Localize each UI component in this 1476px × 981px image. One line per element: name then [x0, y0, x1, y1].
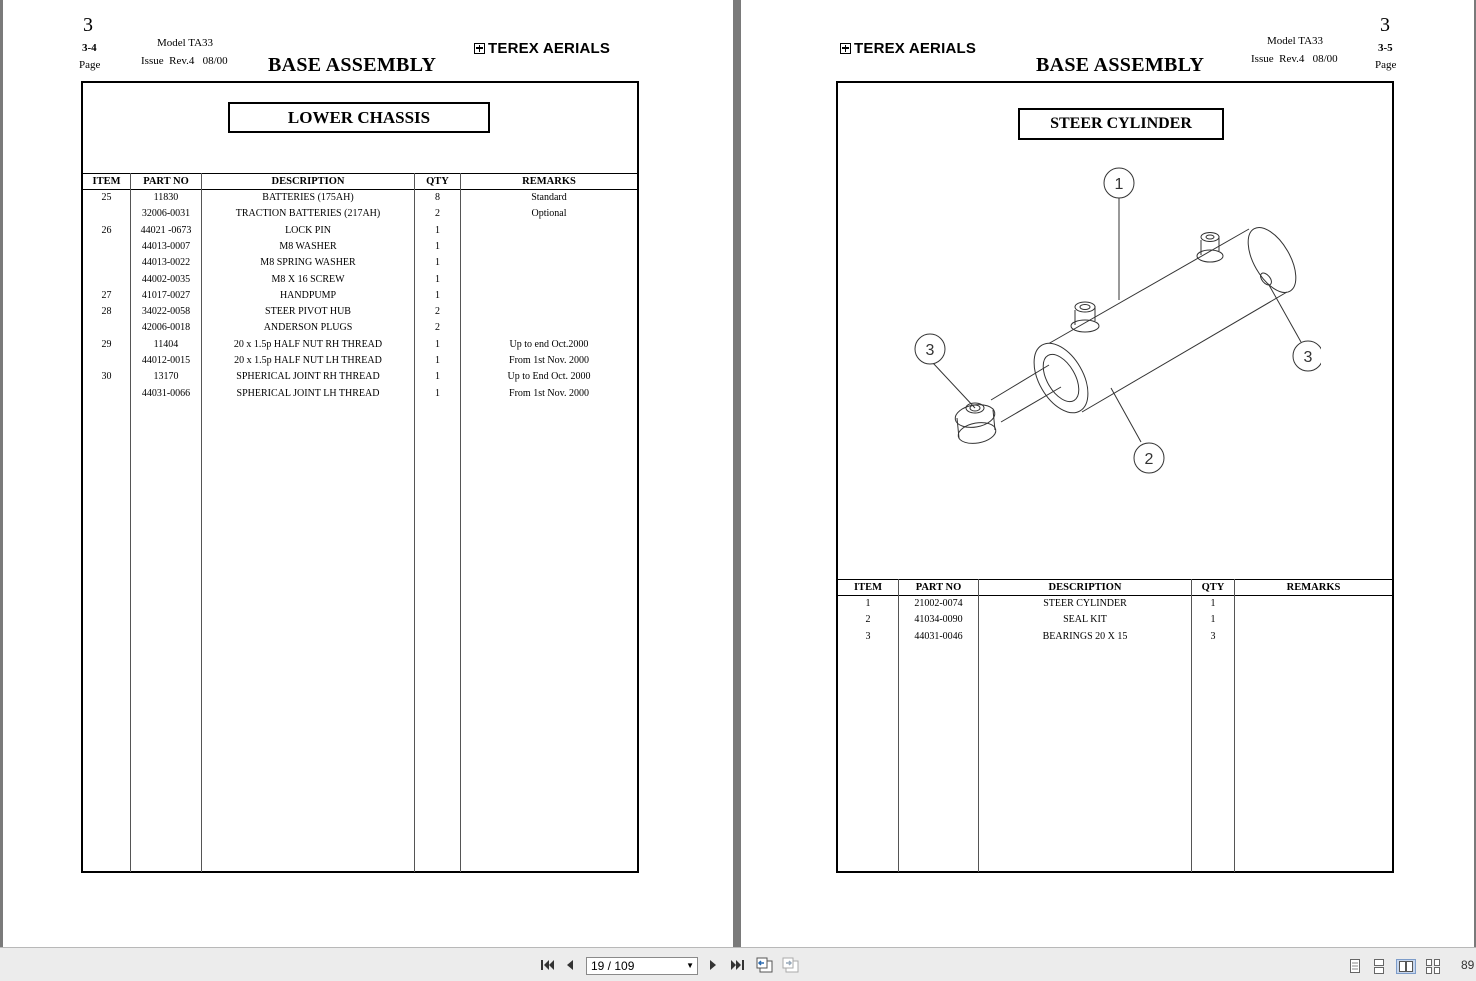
cell-qty: 2: [435, 322, 440, 334]
terex-logo-icon: [840, 43, 851, 54]
facing-view-icon[interactable]: [1396, 959, 1416, 974]
pdf-page-left: [3, 0, 733, 947]
brand-logo: [474, 40, 610, 57]
cell-part-no: 44013-0007: [141, 240, 191, 252]
brand-text: TEREX AERIALS: [488, 40, 611, 57]
cell-qty: 1: [435, 387, 440, 399]
cell-qty: 3: [1210, 630, 1216, 642]
issue-label: Issue Rev.4 08/00: [141, 55, 228, 67]
page-number: 3-4: [82, 42, 97, 54]
cell-remarks: Up to End Oct. 2000: [507, 371, 591, 383]
cell-qty: 1: [435, 224, 440, 236]
cell-description: M8 X 16 SCREW: [271, 273, 345, 285]
callout-label-2: 2: [1144, 451, 1154, 468]
cell-description: 20 x 1.5p HALF NUT LH THREAD: [234, 355, 382, 366]
cell-part-no: 11404: [153, 338, 179, 350]
page-number-select[interactable]: [586, 957, 698, 975]
cell-description: BEARINGS 20 X 15: [1042, 630, 1128, 642]
cell-part-no: 44021 -0673: [140, 224, 192, 236]
cell-part-no: 13170: [153, 371, 179, 383]
cell-item: 25: [101, 192, 112, 203]
callout-label-3a: 3: [925, 342, 935, 359]
cell-description: BATTERIES (175AH): [262, 192, 354, 203]
cell-description: TRACTION BATTERIES (217AH): [235, 208, 381, 220]
col-header-item: ITEM: [853, 582, 882, 593]
cell-remarks: From 1st Nov. 2000: [509, 387, 589, 399]
cell-part-no: 44012-0015: [141, 355, 191, 366]
cell-description: ANDERSON PLUGS: [263, 322, 353, 334]
steer-cylinder-diagram: [901, 160, 1321, 480]
col-header-remarks: REMARKS: [1286, 582, 1341, 593]
zoom-level[interactable]: 89: [1461, 958, 1475, 972]
single-page-view-icon[interactable]: [1348, 959, 1362, 974]
cell-qty: 1: [435, 257, 440, 269]
page-number: 3-5: [1378, 42, 1393, 54]
cell-description: SEAL KIT: [1063, 614, 1107, 626]
cell-item: 30: [101, 371, 112, 383]
cell-part-no: 21002-0074: [914, 598, 963, 609]
col-header-qty: QTY: [426, 176, 449, 187]
col-header-description: DESCRIPTION: [1048, 582, 1122, 593]
first-page-icon[interactable]: [540, 958, 554, 975]
brand-text: TEREX AERIALS: [854, 40, 977, 57]
issue-label: Issue Rev.4 08/00: [1251, 53, 1338, 65]
cell-qty: 2: [435, 306, 440, 318]
cell-item: 3: [865, 630, 871, 642]
model-label: Model TA33: [1267, 35, 1324, 47]
cell-remarks: From 1st Nov. 2000: [509, 355, 589, 366]
cell-remarks: Standard: [531, 192, 567, 203]
continuous-facing-view-icon[interactable]: [1425, 959, 1441, 974]
cell-qty: 1: [1210, 598, 1216, 609]
cell-qty: 1: [435, 240, 440, 252]
model-label: Model TA33: [157, 37, 214, 49]
continuous-view-icon[interactable]: [1372, 959, 1386, 974]
cell-qty: 1: [435, 273, 440, 285]
chapter-number: 3: [83, 14, 93, 36]
cell-item: 29: [101, 338, 112, 350]
cell-item: 26: [101, 224, 112, 236]
cell-description: SPHERICAL JOINT LH THREAD: [236, 387, 380, 399]
cell-description: STEER PIVOT HUB: [265, 306, 351, 318]
go-forward-icon[interactable]: [782, 957, 800, 977]
section-title: LOWER CHASSIS: [228, 102, 490, 133]
cell-part-no: 32006-0031: [141, 208, 191, 220]
last-page-icon[interactable]: [731, 958, 745, 975]
cell-part-no: 41034-0090: [914, 614, 963, 626]
cell-item: 2: [865, 614, 871, 626]
pdf-page-right: [741, 0, 1474, 947]
cell-remarks: Optional: [531, 208, 567, 220]
cell-part-no: 42006-0018: [141, 322, 191, 334]
cell-remarks: Up to end Oct.2000: [509, 338, 589, 350]
cell-description: HANDPUMP: [279, 289, 337, 301]
cell-description: SPHERICAL JOINT RH THREAD: [236, 371, 380, 383]
cell-item: 27: [101, 289, 112, 301]
cell-description: M8 SPRING WASHER: [260, 257, 356, 269]
cell-part-no: 44031-0066: [141, 387, 191, 399]
cell-item: 1: [865, 598, 871, 609]
cell-part-no: 34022-0058: [141, 306, 191, 318]
cell-description: M8 WASHER: [279, 240, 337, 252]
viewer-toolbar: [0, 947, 1476, 981]
go-back-icon[interactable]: [756, 957, 774, 977]
cell-qty: 1: [1210, 614, 1216, 626]
col-header-remarks: REMARKS: [522, 176, 576, 187]
col-header-description: DESCRIPTION: [271, 176, 345, 187]
page-title: BASE ASSEMBLY: [1036, 54, 1205, 76]
chapter-number: 3: [1380, 14, 1390, 36]
page-indicator: 19 / 109: [591, 959, 635, 973]
cell-part-no: 11830: [153, 192, 179, 203]
cell-description: LOCK PIN: [285, 224, 331, 236]
col-header-qty: QTY: [1201, 582, 1225, 593]
page-title: BASE ASSEMBLY: [268, 54, 437, 76]
callout-label-3b: 3: [1303, 349, 1313, 366]
cell-part-no: 41017-0027: [141, 289, 191, 301]
col-header-item: ITEM: [92, 176, 121, 187]
chevron-down-icon: ▼: [686, 961, 694, 970]
col-header-part-no: PART NO: [915, 582, 962, 593]
col-header-part-no: PART NO: [143, 176, 189, 187]
callout-label-1: 1: [1114, 176, 1124, 193]
prev-page-icon[interactable]: [565, 958, 575, 975]
cell-description: 20 x 1.5p HALF NUT RH THREAD: [233, 338, 383, 350]
cell-qty: 8: [435, 192, 440, 203]
brand-logo: [840, 40, 976, 57]
cell-qty: 1: [435, 289, 440, 301]
next-page-icon[interactable]: [708, 958, 718, 975]
cell-qty: 1: [435, 338, 440, 350]
section-title: STEER CYLINDER: [1018, 108, 1224, 140]
cell-description: STEER CYLINDER: [1043, 598, 1127, 609]
cell-part-no: 44002-0035: [141, 273, 191, 285]
cell-qty: 1: [435, 355, 440, 366]
cell-part-no: 44013-0022: [141, 257, 191, 269]
cell-qty: 2: [435, 208, 440, 220]
cell-qty: 1: [435, 371, 440, 383]
terex-logo-icon: [474, 43, 485, 54]
page-label: Page: [79, 59, 101, 71]
cell-part-no: 44031-0046: [914, 630, 963, 642]
page-label: Page: [1375, 59, 1397, 71]
cell-item: 28: [101, 306, 112, 318]
